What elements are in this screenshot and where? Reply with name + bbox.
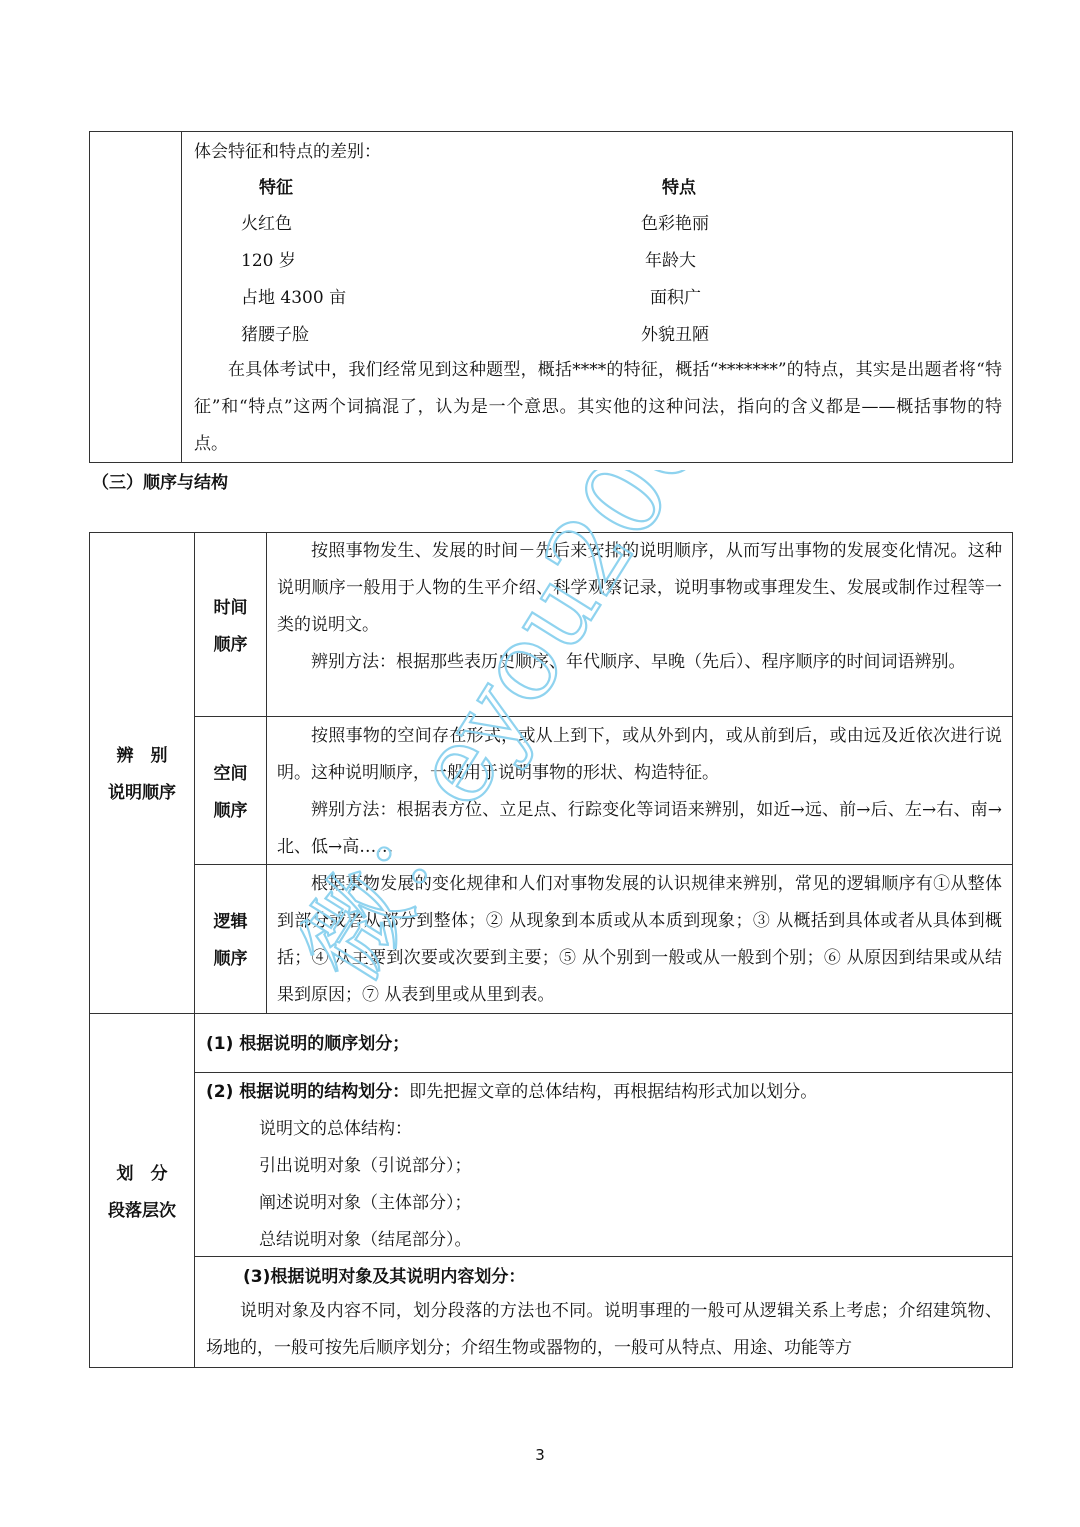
table2-border-time-space: [194, 716, 1013, 717]
table1-border-left: [89, 131, 90, 463]
table1-border-mid: [181, 131, 182, 463]
table1-row1-trait: 色彩艳丽: [641, 214, 709, 234]
group1-label-line2: 说明顺序: [108, 783, 176, 803]
structure-line-2: 引出说明对象（引说部分）；: [259, 1156, 472, 1176]
table2-border-method2-3: [194, 1256, 1013, 1257]
table1-row4-feature: 猪腰子脸: [241, 325, 309, 345]
table1-header-trait: 特点: [662, 178, 696, 198]
structure-line-3: 阐述说明对象（主体部分）；: [259, 1193, 472, 1213]
space-para2: 辨别方法：根据表方位、立足点、行踪变化等词语来辨别，如近→远、前→后、左→右、南→北、低→高……: [277, 800, 1002, 857]
logic-para1: 根据事物发展的变化规律和人们对事物发展的认识规律来辨别，常见的逻辑顺序有①从整体到部分或者从部分到整体；② 从现象到本质或从本质到现象；③ 从概括到具体或者从具体到概括；④ 从主要到次要或次要到主要；⑤ 从个别到一般或从一般到个别；⑥ 从原因到结果或从结果到原因；⑦ 从表到里或从里到表。: [277, 874, 1002, 1005]
table2-border-left: [89, 532, 90, 1368]
group2-label-line1: 划 分: [116, 1164, 168, 1184]
method1: (1) 根据说明的顺序划分；: [206, 1034, 410, 1054]
group2-label-line2: 段落层次: [108, 1201, 176, 1221]
method3-text: 说明对象及内容不同，划分段落的方法也不同。说明事理的一般可从逻辑关系上考虑；介绍建筑物、场地的，一般可按先后顺序划分；介绍生物或器物的，一般可从特点、用途、功能等方: [206, 1301, 1002, 1358]
time-label-line2: 顺序: [213, 635, 248, 655]
table1-explanation: 在具体考试中，我们经常见到这种题型，概括****的特征，概括“*******”的特点，其实是出题者将“特征”和“特点”这两个词搞混了，认为是一个意思。其实他的这种问法，指向的含义都是——概括事物的特点。: [194, 360, 1002, 454]
table1-header-feature: 特征: [259, 178, 293, 198]
space-para1: 按照事物的空间存在形式，或从上到下，或从外到内，或从前到后，或由远及近依次进行说明。这种说明顺序，一般用于说明事物的形状、构造特征。: [277, 726, 1002, 783]
method3-title: (3)根据说明对象及其说明内容划分：: [243, 1267, 526, 1287]
table1-row1-feature: 火红色: [241, 214, 292, 234]
method2-title: (2) 根据说明的结构划分：: [206, 1082, 410, 1102]
structure-line-1: 说明文的总体结构：: [259, 1119, 412, 1139]
method2: [206, 1081, 817, 1103]
table1-border-right: [1012, 131, 1013, 463]
table1-row2-trait: 年龄大: [645, 251, 696, 271]
table1-border-top: [89, 131, 1013, 132]
table1-row3-trait: 面积广: [650, 288, 701, 308]
structure-line-4: 总结说明对象（结尾部分）。: [259, 1230, 472, 1250]
table2-border-bottom: [89, 1367, 1013, 1368]
logic-label-line1: 逻辑: [213, 912, 248, 932]
table1-row3-feature: 占地 4300 亩: [241, 288, 347, 308]
table1-row4-trait: 外貌丑陋: [641, 325, 709, 345]
table2-border-method1-2: [194, 1072, 1013, 1073]
table1-intro: 体会特征和特点的差别：: [194, 142, 381, 162]
table1-row2-feature: 120 岁: [241, 251, 296, 271]
time-para1: 按照事物发生、发展的时间－先后来安排的说明顺序，从而写出事物的发展变化情况。这种说明顺序一般用于人物的生平介绍、科学观察记录，说明事物或事理发生、发展或制作过程等一类的说明文。: [277, 541, 1002, 635]
table2-border-col2: [266, 532, 267, 1014]
time-para2: 辨别方法：根据那些表历史顺序、年代顺序、早晚（先后）、程序顺序的时间词语辨别。: [311, 652, 966, 672]
group1-label-line1: 辨 别: [116, 746, 168, 766]
page-number: 3: [535, 1446, 545, 1464]
table2-border-right: [1012, 532, 1013, 1368]
space-label-line1: 空间: [213, 764, 248, 784]
logic-label-line2: 顺序: [213, 949, 248, 969]
method2-text: 即先把握文章的总体结构，再根据结构形式加以划分。: [409, 1082, 818, 1102]
time-label-line1: 时间: [213, 598, 248, 618]
section-heading: （三）顺序与结构: [92, 473, 228, 493]
space-label-line2: 顺序: [213, 801, 248, 821]
